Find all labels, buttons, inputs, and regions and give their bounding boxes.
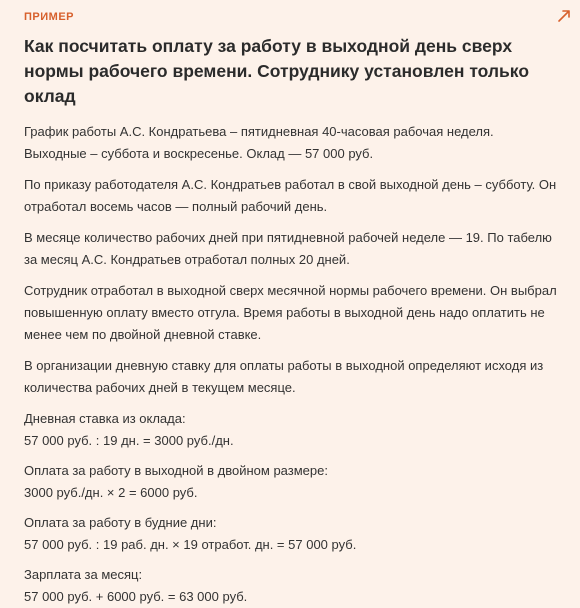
calculation-weekend-pay (24, 460, 558, 504)
example-label: ПРИМЕР (24, 11, 74, 23)
calculation-formula: 57 000 руб. : 19 раб. дн. × 19 отработ. дн. = 57 000 руб. (24, 537, 357, 552)
calculation-caption: Оплата за работу в будние дни: (24, 515, 217, 530)
calculation-caption: Оплата за работу в выходной в двойном размере: (24, 463, 328, 478)
example-title: Как посчитать оплату за работу в выходной день сверх нормы рабочего времени. Сотруднику установлен только оклад (24, 36, 530, 106)
calculation-formula: 57 000 руб. + 6000 руб. = 63 000 руб. (24, 589, 248, 604)
calculation-weekday-pay (24, 512, 558, 556)
paragraph-daily-rate-rule: В организации дневную ставку для оплаты работы в выходной определяют исходя из количества рабочих дней в текущем месяце. (24, 358, 544, 395)
calculation-caption: Дневная ставка из оклада: (24, 411, 186, 426)
calculation-caption: Зарплата за месяц: (24, 567, 143, 582)
paragraph-schedule: График работы А.С. Кондратьева – пятидневная 40-часовая рабочая неделя. Выходные – суббота и воскресенье. Оклад — 57 000 руб. (24, 124, 494, 161)
calculation-monthly-salary (24, 564, 558, 608)
expand-icon[interactable] (556, 8, 572, 24)
paragraph-order: По приказу работодателя А.С. Кондратьев работал в свой выходной день – субботу. Он отработал восемь часов — полный рабочий день. (24, 177, 557, 214)
calculation-formula: 3000 руб./дн. × 2 = 6000 руб. (24, 485, 198, 500)
paragraph-overtime: Сотрудник отработал в выходной сверх месячной нормы рабочего времени. Он выбрал повышенную оплату вместо отгула. Время работы в выходной день надо оплатить не менее чем по двойной дневной ставке. (24, 283, 557, 342)
paragraph-working-days: В месяце количество рабочих дней при пятидневной рабочей неделе — 19. По табелю за месяц А.С. Кондратьев отработал полных 20 дней. (24, 230, 552, 267)
calculation-formula: 57 000 руб. : 19 дн. = 3000 руб./дн. (24, 433, 234, 448)
calculation-daily-rate (24, 408, 558, 452)
